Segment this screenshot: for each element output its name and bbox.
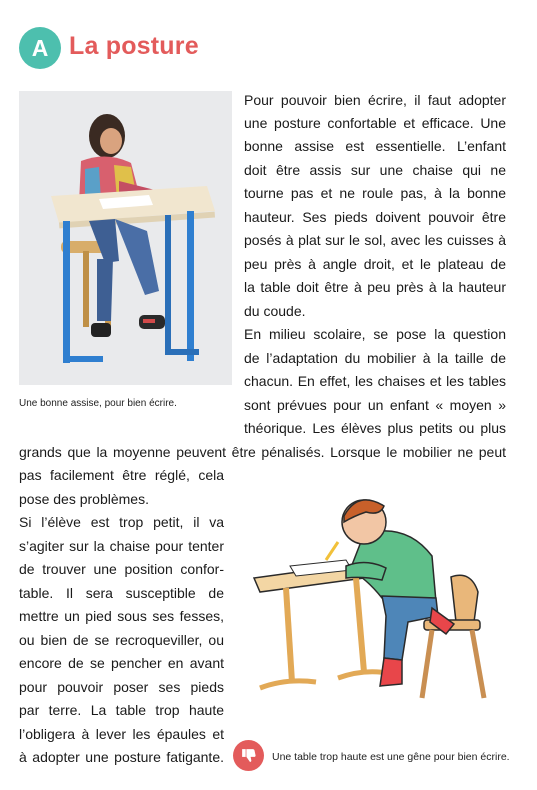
body-line: pose des problèmes. <box>19 491 149 507</box>
body-line: mettre un pied sous ses fesses, <box>19 608 224 624</box>
section-title: La posture <box>69 32 199 60</box>
body-line: une posture confortable et efficace. Une <box>244 115 506 131</box>
body-line: de trouver une position confor- <box>19 561 224 577</box>
photo-caption: Une bonne assise, pour bien écrire. <box>19 398 177 409</box>
body-line: encore de se pencher en avant <box>19 655 224 671</box>
section-letter: A <box>31 34 49 61</box>
body-line: Si l’élève est trop petit, il va <box>19 514 224 530</box>
body-line: En milieu scolaire, se pose la question <box>244 326 506 342</box>
illustration-table-too-high <box>246 482 526 726</box>
body-line: chacun. En effet, les chaises et les tables <box>244 373 506 389</box>
body-line: posés à plat sur le sol, avec les cuisses à <box>244 232 506 248</box>
body-line: théorique. Les élèves plus petits ou plus <box>244 420 506 436</box>
body-line: ou bien de se recroqueviller, ou <box>19 632 224 648</box>
body-line: sont prévues pour un enfant « moyen » <box>244 397 506 413</box>
body-line: doit être assis sur une chaise qui ne <box>244 162 506 178</box>
body-line: bonne assise est essentielle. L’enfant <box>244 138 506 154</box>
body-line: l’obligera à lever les épaules et <box>19 726 224 742</box>
body-line: s’agiter sur la chaise pour tenter <box>19 538 224 554</box>
body-line: de l’adaptation du mobilier à la taille de <box>244 350 506 366</box>
body-line: Pour pouvoir bien écrire, il faut adopter <box>244 92 506 108</box>
section-badge <box>19 27 61 69</box>
body-line: tourne pas et ne roule pas, à la bonne <box>244 185 506 201</box>
photo-child-writing <box>19 91 232 385</box>
body-line: la table doit être à peu près à la hauteur <box>244 279 506 295</box>
body-line: hauteur. Ses pieds doivent pouvoir être <box>244 209 506 225</box>
body-line: à adopter une posture fatigante. <box>19 749 224 765</box>
body-line: peu près à angle droit, et le plateau de <box>244 256 506 272</box>
body-line: par terre. La table trop haute <box>19 702 224 718</box>
body-line: pour pouvoir poser ses pieds <box>19 679 224 695</box>
body-line: pas facilement être réglé, cela <box>19 467 224 483</box>
illustration-caption: Une table trop haute est une gêne pour bien écrire. <box>272 751 510 763</box>
thumbs-down-icon <box>233 740 264 771</box>
body-line: du coude. <box>244 303 306 319</box>
body-line: table. Il sera susceptible de <box>19 585 224 601</box>
body-line-full: grands que la moyenne peuvent être pénalisés. Lorsque le mobilier ne peut <box>19 444 506 460</box>
